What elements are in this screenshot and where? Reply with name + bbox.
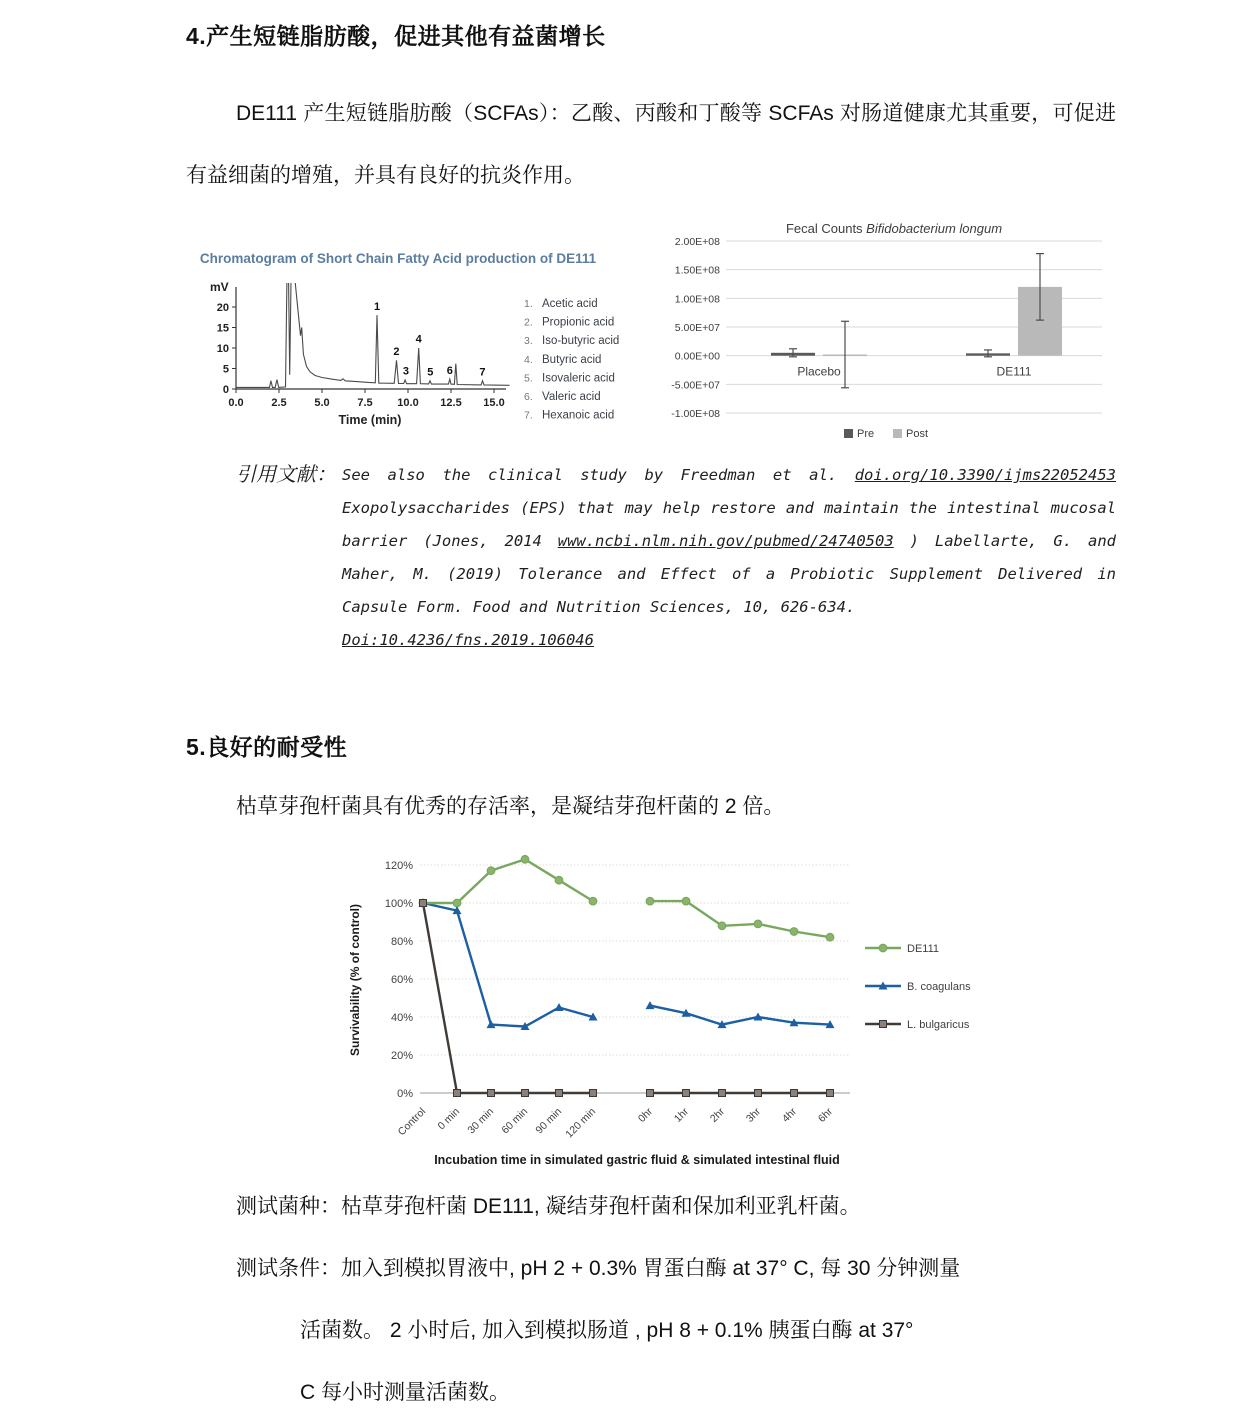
bar-category-label: DE111 [996, 364, 1032, 379]
x-tick-label: 120 min [563, 1105, 599, 1141]
legend-name: Butyric acid [542, 353, 602, 366]
test-conditions-line2: 活菌数。 2 小时后, 加入到模拟肠道 , pH 8 + 0.1% 胰蛋白酶 at 37° [300, 1319, 914, 1342]
series-markers-B. coagulans [419, 899, 835, 1031]
marker-circle [879, 944, 887, 952]
x-tick-label: 12.5 [440, 397, 462, 409]
legend-swatch [893, 429, 902, 438]
citation-text-segment: ) Labellarte, G. and Maher, M. (2019) Tolerance and Effect of a Probiotic Supplement Delivered in Capsule Form. Food and Nutrition Sciences, 10, 626-634. [342, 532, 1117, 616]
y-axis-label: mV [210, 280, 229, 294]
x-tick-label: 2.5 [271, 397, 287, 409]
test-conditions-line3: C 每小时测量活菌数。 [300, 1381, 510, 1404]
citation-text [342, 459, 1116, 657]
chromatogram-trace [236, 282, 510, 387]
section5-paragraph: 枯草芽孢杆菌具有优秀的存活率，是凝结芽孢杆菌的 2 倍。 [236, 795, 785, 818]
marker-circle [555, 876, 563, 884]
marker-circle [826, 933, 834, 941]
series-line-DE111 [423, 859, 830, 937]
y-tick-label: 0 [222, 384, 229, 396]
y-tick-label: 80% [390, 936, 413, 948]
marker-square [647, 1090, 654, 1097]
series-polyline [423, 903, 593, 1027]
x-tick-label: 60 min [499, 1105, 531, 1137]
peak-label: 4 [415, 333, 422, 346]
y-tick-label: 100% [384, 898, 413, 910]
series-polyline [650, 1006, 830, 1025]
chromatogram-chart [198, 211, 628, 449]
bar-category-label: Placebo [797, 364, 841, 379]
y-tick-label: -1.00E+08 [671, 408, 720, 420]
citation-label: 引用文献： [236, 464, 336, 486]
x-tick-label: 0hr [635, 1105, 656, 1125]
marker-square [488, 1090, 495, 1097]
x-tick-label: 30 min [465, 1105, 497, 1137]
x-tick-label: 6hr [815, 1105, 836, 1125]
marker-circle [453, 899, 461, 907]
peak-label: 2 [393, 346, 400, 359]
test-conditions-line1: 测试条件：加入到模拟胃液中, pH 2 + 0.3% 胃蛋白酶 at 37° C, 每 30 分钟测量 [236, 1257, 961, 1280]
legend-swatch [844, 429, 853, 438]
marker-square [719, 1090, 726, 1097]
legend-name: Hexanoic acid [542, 409, 615, 422]
test-info [186, 1187, 1116, 1413]
series-line-B. coagulans [423, 903, 830, 1027]
x-tick-label: 5.0 [314, 397, 330, 409]
marker-square [420, 900, 427, 907]
y-tick-label: 20% [390, 1050, 413, 1062]
y-tick-label: 20 [216, 302, 229, 314]
x-tick-label: 4hr [779, 1105, 800, 1125]
legend-number: 7. [524, 409, 533, 422]
test-species-line: 测试菌种：枯草芽孢杆菌 DE111, 凝结芽孢杆菌和保加利亚乳杆菌。 [236, 1195, 861, 1218]
series-markers-DE111 [419, 856, 834, 942]
y-tick-label: 0% [397, 1088, 413, 1100]
x-tick-label: 0 min [435, 1105, 463, 1133]
section4-paragraph: DE111 产生短链脂肪酸（SCFAs）：乙酸、丙酸和丁酸等 SCFAs 对肠道健康尤其重要，可促进有益细菌的增殖，并具有良好的抗炎作用。 [186, 102, 1116, 187]
legend-name: Valeric acid [542, 391, 601, 403]
legend-label: Pre [857, 428, 875, 440]
x-tick-label: 15.0 [483, 397, 505, 409]
y-tick-label: 60% [390, 974, 413, 986]
citation-block [236, 459, 1116, 657]
axes [236, 287, 506, 389]
legend-number: 5. [524, 372, 533, 385]
marker-square [683, 1090, 690, 1097]
marker-circle [487, 867, 495, 875]
legend-label: Post [906, 428, 929, 440]
marker-square [454, 1090, 461, 1097]
y-tick-label: 120% [384, 860, 413, 872]
series-polyline [423, 903, 593, 1093]
marker-circle [646, 897, 654, 905]
x-tick-label: 1hr [671, 1105, 692, 1125]
marker-square [755, 1090, 762, 1097]
line-legend [865, 943, 971, 1031]
chromatogram-title: Chromatogram of Short Chain Fatty Acid production of DE111 [199, 251, 597, 266]
y-tick-label: 1.50E+08 [674, 264, 720, 277]
legend-label: L. bulgaricus [907, 1019, 970, 1031]
legend-label: DE111 [907, 943, 940, 955]
y-tick-label: 5 [222, 363, 229, 376]
citation-link[interactable]: doi.org/10.3390/ijms22052453 [854, 466, 1116, 484]
legend-label: B. coagulans [907, 981, 971, 993]
error-bar [841, 321, 849, 388]
x-tick-label: 7.5 [357, 397, 373, 409]
y-tick-label: 1.00E+08 [674, 293, 720, 306]
legend-number: 2. [524, 316, 533, 329]
x-tick-label: Control [395, 1105, 429, 1139]
y-tick-label: 5.00E+07 [674, 322, 720, 334]
y-tick-label: -5.00E+07 [671, 379, 720, 392]
y-tick-label: 15 [216, 322, 229, 335]
bar-legend [844, 428, 928, 440]
legend-number: 4. [524, 353, 533, 366]
y-tick-label: 0.00E+00 [674, 350, 720, 363]
y-tick-label: 2.00E+08 [674, 236, 720, 248]
marker-triangle [555, 1003, 564, 1011]
marker-circle [682, 897, 690, 905]
y-tick-label: 40% [390, 1012, 413, 1024]
fecal-counts-bar-chart [654, 211, 1114, 449]
legend-name: Propionic acid [542, 316, 615, 329]
x-tick-label: 90 min [533, 1105, 565, 1137]
y-axis-label: Survivability (% of control) [348, 903, 362, 1057]
legend-number: 1. [524, 298, 533, 310]
x-tick-label: 3hr [743, 1105, 764, 1125]
peak-label: 5 [427, 366, 434, 379]
x-tick-label: 2hr [707, 1105, 728, 1125]
y-tick-label: 10 [216, 343, 229, 355]
citation-text-segment: Exopolysaccharides (EPS) that may help restore and maintain the intestinal mucosal barrier (Jones, 2014 [342, 499, 1116, 550]
peak-label: 1 [373, 300, 381, 313]
section5-heading: 5.良好的耐受性 [186, 734, 348, 760]
peak-label: 3 [402, 365, 409, 378]
series-markers-L. bulgaricus [420, 900, 834, 1097]
peak-label: 7 [479, 366, 486, 379]
section4-heading: 4.产生短链脂肪酸，促进其他有益菌增长 [186, 23, 606, 49]
marker-square [880, 1021, 887, 1028]
marker-square [827, 1090, 834, 1097]
peak-label: 6 [446, 364, 453, 377]
legend-number: 6. [524, 391, 533, 403]
marker-circle [589, 897, 597, 905]
legend-number: 3. [524, 335, 533, 348]
marker-square [590, 1090, 597, 1097]
bar-chart-title: Fecal Counts Bifidobacterium longum [785, 221, 1003, 236]
marker-square [556, 1090, 563, 1097]
legend-name: Iso-butyric acid [542, 335, 620, 348]
x-tick-label: 0.0 [228, 397, 244, 409]
series-polyline [423, 859, 593, 903]
x-axis-label: Time (min) [338, 413, 402, 427]
marker-square [522, 1090, 529, 1097]
marker-square [791, 1090, 798, 1097]
legend-name: Acetic acid [542, 298, 598, 310]
x-axis-label: Incubation time in simulated gastric fluid & simulated intestinal fluid [434, 1153, 840, 1167]
charts-row [198, 211, 1116, 449]
citation-text-segment: See also the clinical study by Freedman et al. [342, 466, 855, 484]
citation-link[interactable]: Doi:10.4236/fns.2019.106046 [342, 631, 594, 649]
marker-circle [790, 928, 798, 936]
marker-circle [521, 856, 529, 864]
series-polyline [650, 901, 830, 937]
marker-circle [718, 922, 726, 930]
survivability-chart [345, 840, 1005, 1175]
citation-link[interactable]: www.ncbi.nlm.nih.gov/pubmed/24740503 [557, 532, 894, 550]
x-tick-label: 10.0 [397, 397, 419, 409]
marker-circle [754, 920, 762, 928]
legend-name: Isovaleric acid [542, 372, 615, 385]
